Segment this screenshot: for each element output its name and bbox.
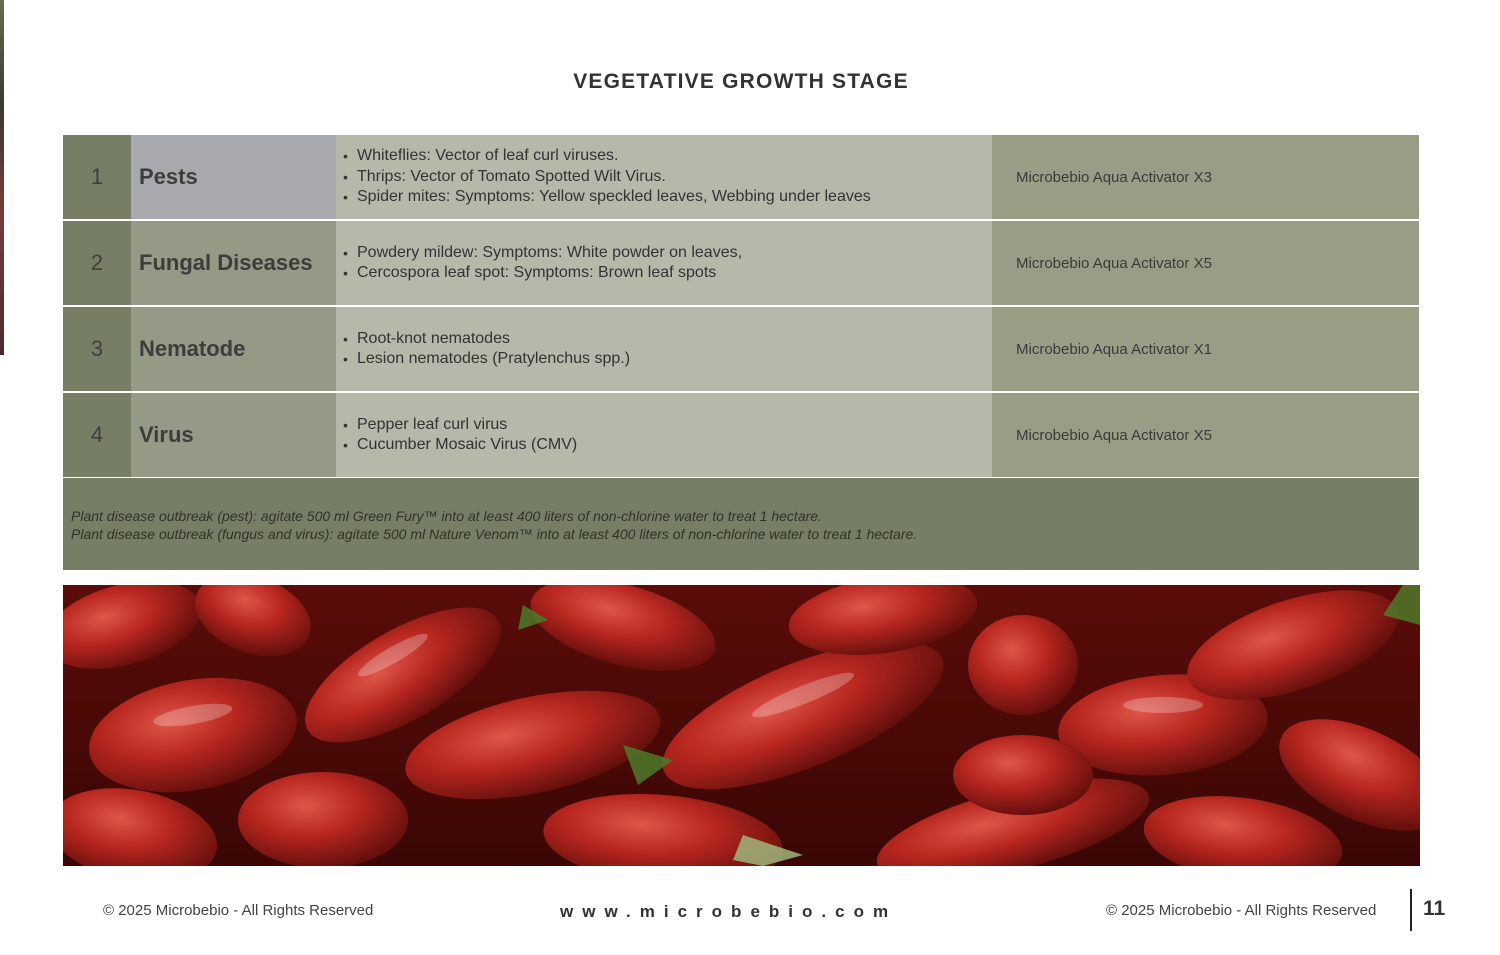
row-product: Microbebio Aqua Activator X3 [992, 135, 1419, 219]
note-pest: Plant disease outbreak (pest): agitate 500 ml Green Fury™ into at least 400 liters of non-chlorine water to treat 1 hectare. [71, 508, 822, 524]
row-number: 3 [63, 307, 131, 391]
row-number: 4 [63, 393, 131, 477]
row-category: Pests [131, 135, 336, 219]
table-row [63, 307, 1419, 391]
note-fungus-virus: Plant disease outbreak (fungus and virus): agitate 500 ml Nature Venom™ into at least 400 liters of non-chlorine water to treat 1 hectare. [71, 526, 918, 542]
description-item: • Powdery mildew: Symptoms: White powder on leaves, [343, 243, 992, 264]
row-description [336, 221, 992, 305]
row-category: Fungal Diseases [131, 221, 336, 305]
row-description [336, 307, 992, 391]
description-item: • Pepper leaf curl virus [343, 415, 992, 436]
page-number: 11 [1423, 897, 1446, 920]
outbreak-notes [63, 478, 1419, 570]
description-item: • Root-knot nematodes [343, 329, 992, 350]
row-number: 2 [63, 221, 131, 305]
description-item: • Spider mites: Symptoms: Yellow speckled leaves, Webbing under leaves [343, 187, 992, 208]
footer-copyright-right: © 2025 Microbebio - All Rights Reserved [1106, 902, 1377, 919]
description-item: • Thrips: Vector of Tomato Spotted Wilt Virus. [343, 167, 992, 188]
row-product: Microbebio Aqua Activator X5 [992, 221, 1419, 305]
row-category: Virus [131, 393, 336, 477]
table-row [63, 221, 1419, 305]
row-product: Microbebio Aqua Activator X5 [992, 393, 1419, 477]
description-item: • Whiteflies: Vector of leaf curl viruses. [343, 146, 992, 167]
row-description [336, 135, 992, 219]
red-peppers-photo [63, 585, 1420, 866]
red-peppers-illustration [63, 585, 1420, 866]
row-product: Microbebio Aqua Activator X1 [992, 307, 1419, 391]
row-category: Nematode [131, 307, 336, 391]
table-row [63, 135, 1419, 219]
footer-copyright-left: © 2025 Microbebio - All Rights Reserved [103, 902, 374, 919]
row-description [336, 393, 992, 477]
left-edge-image-strip [0, 0, 4, 355]
page-title: VEGETATIVE GROWTH STAGE [573, 70, 909, 93]
page-number-divider [1410, 889, 1412, 931]
row-number: 1 [63, 135, 131, 219]
description-item: • Cucumber Mosaic Virus (CMV) [343, 435, 992, 456]
table-row [63, 393, 1419, 477]
footer-website-url[interactable]: www.microbebio.com [560, 902, 898, 921]
description-item: • Cercospora leaf spot: Symptoms: Brown leaf spots [343, 263, 992, 284]
treatment-table [63, 135, 1419, 479]
description-item: • Lesion nematodes (Pratylenchus spp.) [343, 349, 992, 370]
